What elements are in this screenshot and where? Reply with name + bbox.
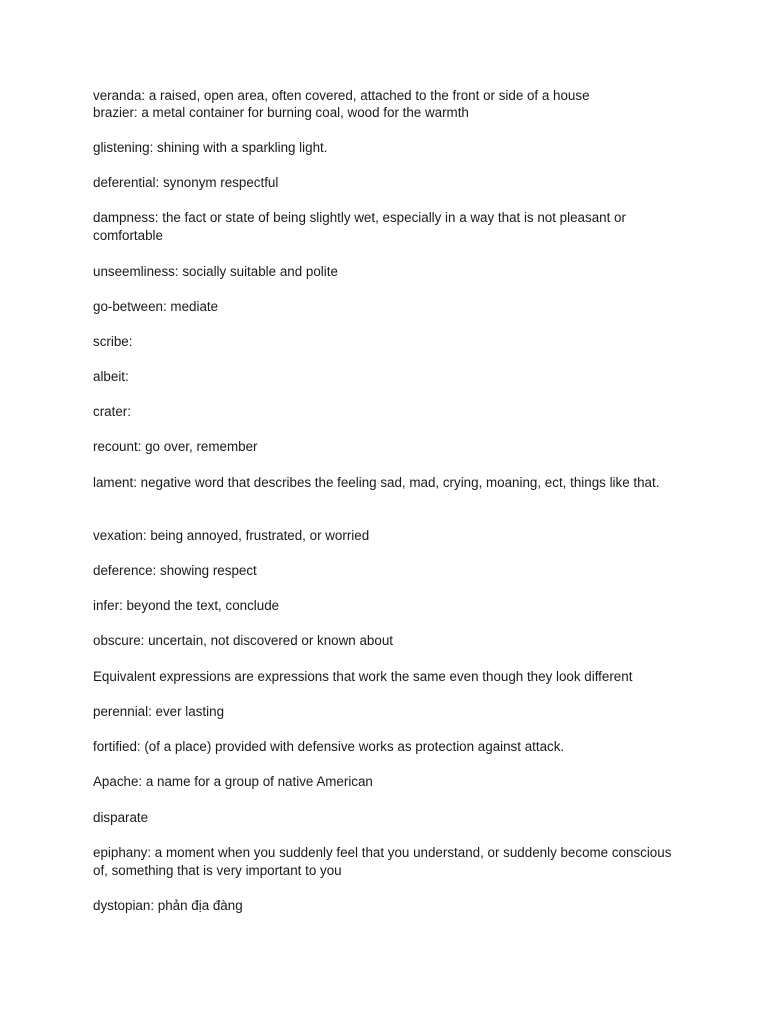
entry-perennial: perennial: ever lasting <box>93 704 225 719</box>
entry-infer: infer: beyond the text, conclude <box>93 598 280 613</box>
entry-apache: Apache: a name for a group of native American <box>93 774 373 789</box>
entry-obscure: obscure: uncertain, not discovered or known about <box>93 633 393 648</box>
entry-vexation: vexation: being annoyed, frustrated, or worried <box>93 528 370 543</box>
entry-recount: recount: go over, remember <box>93 439 258 454</box>
entry-lament: lament: negative word that describes the feeling sad, mad, crying, moaning, ect, things like that. <box>93 475 660 490</box>
entry-unseemliness: unseemliness: socially suitable and polite <box>93 264 338 279</box>
entry-go-between: go-between: mediate <box>93 299 219 314</box>
entry-dystopian: dystopian: phản địa đàng <box>93 898 243 913</box>
entry-glistening: glistening: shining with a sparkling light. <box>93 140 328 155</box>
entry-deference: deference: showing respect <box>93 563 257 578</box>
entry-brazier: brazier: a metal container for burning coal, wood for the warmth <box>93 105 469 120</box>
entry-veranda: veranda: a raised, open area, often covered, attached to the front or side of a house <box>93 88 590 103</box>
entry-disparate: disparate <box>93 810 149 825</box>
entry-deferential: deferential: synonym respectful <box>93 175 279 190</box>
entry-fortified: fortified: (of a place) provided with defensive works as protection against attack. <box>93 739 565 754</box>
entry-albeit: albeit: <box>93 369 129 384</box>
entry-scribe: scribe: <box>93 334 133 349</box>
entry-dampness: dampness: the fact or state of being slightly wet, especially in a way that is not pleasant or comfortable <box>93 210 626 243</box>
entry-equivalent-expressions: Equivalent expressions are expressions that work the same even though they look different <box>93 669 633 684</box>
entry-epiphany: epiphany: a moment when you suddenly feel that you understand, or suddenly become conscious of, something that is very important to you <box>93 845 672 878</box>
entry-crater: crater: <box>93 404 131 419</box>
